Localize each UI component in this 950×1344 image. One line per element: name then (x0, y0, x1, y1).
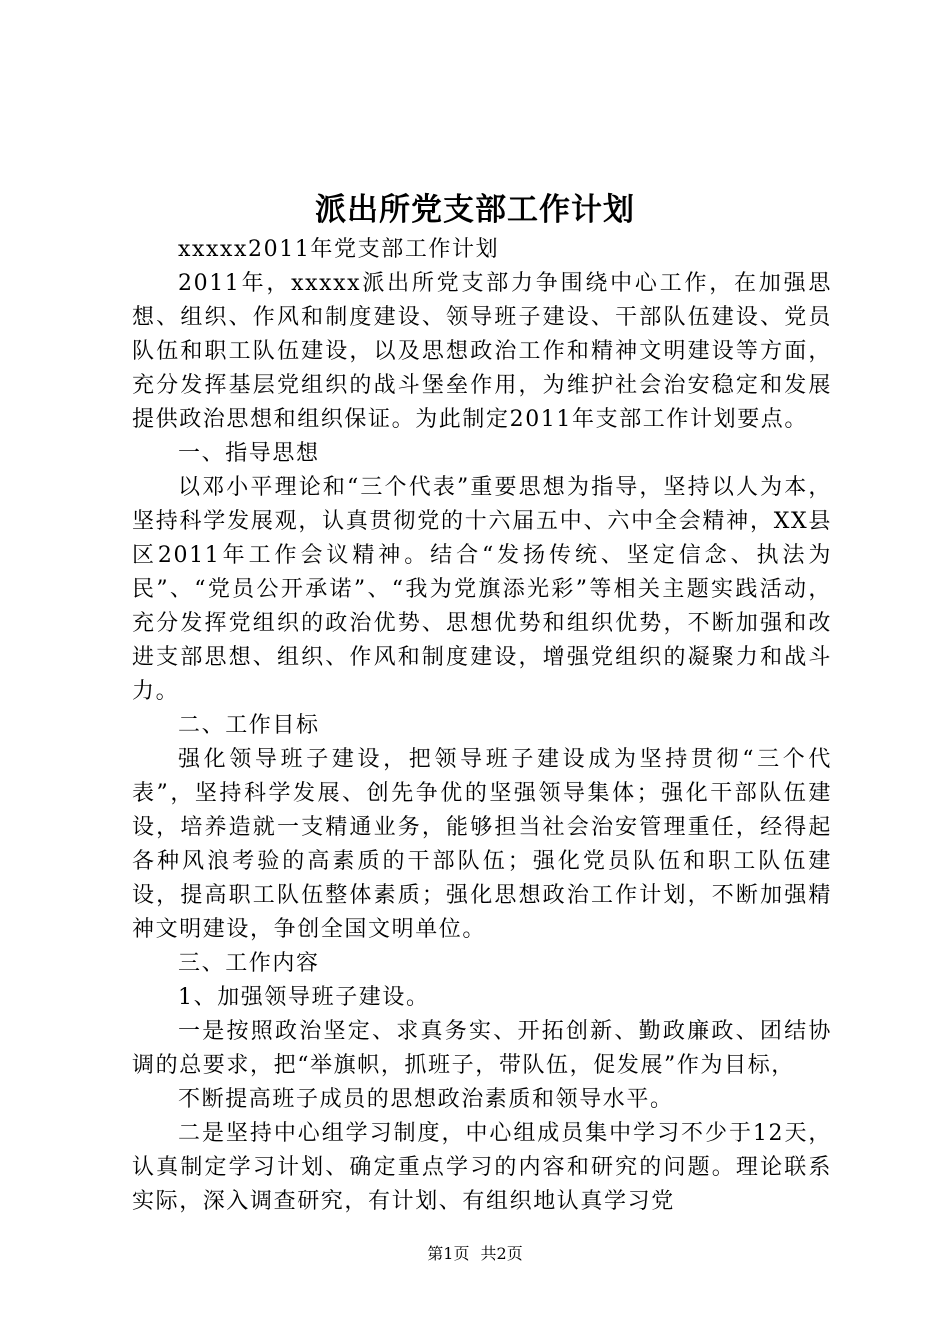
item-one-paragraph: 一是按照政治坚定、求真务实、开拓创新、勤政廉政、团结协调的总要求，把“举旗帜，抓班子，带队伍，促发展”作为目标， (132, 1019, 832, 1078)
page-footer (0, 1243, 950, 1265)
subsection-heading-leadership: 1、加强领导班子建设。 (178, 985, 430, 1010)
item-two-paragraph: 二是坚持中心组学习制度，中心组成员集中学习不少于12天，认真制定学习计划、确定重点学习的内容和研究的问题。理论联系实际，深入调查研究，有计划、有组织地认真学习党 (132, 1121, 832, 1214)
page-number: 第1页 (427, 1244, 470, 1263)
section-heading-guiding-thought: 一、指导思想 (178, 441, 320, 466)
document-body (132, 233, 832, 1219)
section-heading-work-goals: 二、工作目标 (178, 713, 320, 738)
total-pages: 共2页 (480, 1244, 523, 1263)
document-title: 派出所党支部工作计划 (315, 192, 635, 228)
guiding-thought-paragraph: 以邓小平理论和“三个代表”重要思想为指导，坚持以人为本，坚持科学发展观，认真贯彻党的十六届五中、六中全会精神，XX县区2011年工作会议精神。结合“发扬传统、坚定信念、执法为民”、“党员公开承诺”、“我为党旗添光彩”等相关主题实践活动，充分发挥党组织的政治优势、思想优势和组织优势，不断加强和改进支部思想、组织、作风和制度建设，增强党组织的凝聚力和战斗力。 (132, 475, 832, 704)
work-goals-paragraph: 强化领导班子建设，把领导班子建设成为坚持贯彻“三个代表”，坚持科学发展、创先争优的坚强领导集体；强化干部队伍建设，培养造就一支精通业务，能够担当社会治安管理重任，经得起各种风浪考验的高素质的干部队伍；强化党员队伍和职工队伍建设，提高职工队伍整体素质；强化思想政治工作计划，不断加强精神文明建设，争创全国文明单位。 (132, 747, 832, 942)
section-heading-work-content: 三、工作内容 (178, 951, 320, 976)
item-one-continuation: 不断提高班子成员的思想政治素质和领导水平。 (178, 1087, 674, 1112)
subtitle-paragraph: xxxxx2011年党支部工作计划 (178, 237, 500, 262)
intro-paragraph: 2011年，xxxxx派出所党支部力争围绕中心工作，在加强思想、组织、作风和制度建设、领导班子建设、干部队伍建设、党员队伍和职工队伍建设，以及思想政治工作和精神文明建设等方面，充分发挥基层党组织的战斗堡垒作用，为维护社会治安稳定和发展提供政治思想和组织保证。为此制定2011年支部工作计划要点。 (132, 271, 832, 432)
